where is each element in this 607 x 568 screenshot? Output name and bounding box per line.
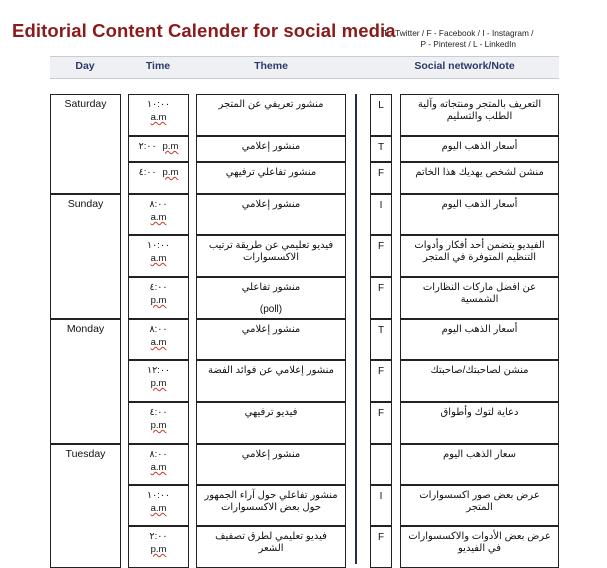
time-cell: [128, 526, 189, 568]
note-cell: سعار الذهب اليوم: [400, 444, 559, 485]
time-cell: [128, 360, 189, 402]
theme-text: فيديو تعليمي لطرق تصفيف الشعر: [215, 531, 327, 554]
time-ampm: p.m: [162, 141, 179, 152]
day-cell: Monday: [50, 319, 121, 444]
theme-text: فيديو ترفيهي: [244, 407, 298, 418]
time-value: ١٠:٠٠: [146, 490, 171, 501]
legend-line-1: T - Twitter / F - Facebook / I - Instagram /: [383, 28, 534, 38]
theme-text: منشور إعلامي: [241, 324, 301, 335]
network-cell: T: [370, 319, 392, 360]
network-cell: F: [370, 277, 392, 319]
note-cell: أسعار الذهب اليوم: [400, 136, 559, 162]
network-cell: L: [370, 94, 392, 136]
theme-cell: [196, 94, 346, 136]
time-value: ١٠:٠٠: [146, 99, 171, 110]
network-cell: F: [370, 526, 392, 568]
network-cell: I: [370, 194, 392, 235]
network-cell: I: [370, 485, 392, 526]
header-network: Social network/Note: [414, 60, 515, 72]
time-value: ٤:٠٠: [149, 407, 168, 418]
note-cell: عرض بعض صور اكسسوارات المتجر: [400, 485, 559, 526]
theme-text: منشور تفاعلي ترفيهي: [225, 167, 317, 178]
column-divider: [355, 94, 357, 564]
network-legend: [383, 28, 558, 50]
note-cell: أسعار الذهب اليوم: [400, 194, 559, 235]
time-cell: [128, 485, 189, 526]
day-cell: Sunday: [50, 194, 121, 319]
time-cell: [128, 94, 189, 136]
time-value: ١٢:٠٠: [146, 365, 171, 376]
network-cell: T: [370, 136, 392, 162]
theme-text: منشور تعريفي عن المتجر: [218, 99, 324, 110]
time-cell: [128, 235, 189, 277]
time-value: ٤:٠٠: [149, 282, 168, 293]
time-value: ١٠:٠٠: [146, 240, 171, 251]
note-cell: عن افضل ماركات النظارات الشمسية: [400, 277, 559, 319]
header-theme: Theme: [254, 60, 288, 72]
theme-cell: [196, 319, 346, 360]
theme-cell: [196, 162, 346, 194]
network-cell: F: [370, 402, 392, 444]
time-cell: [128, 136, 189, 162]
legend-line-2: P - Pinterest / L - LinkedIn: [420, 39, 516, 49]
network-cell: F: [370, 235, 392, 277]
time-ampm: p.m: [150, 544, 167, 555]
time-value: ٢:٠٠: [149, 531, 168, 542]
day-cell: Tuesday: [50, 444, 121, 568]
time-value: ٨:٠٠: [149, 324, 168, 335]
time-ampm: a.m: [150, 253, 167, 264]
page-title: Editorial Content Calender for social media: [12, 20, 396, 41]
time-ampm: a.m: [150, 462, 167, 473]
theme-cell: [196, 526, 346, 568]
day-cell: Saturday: [50, 94, 121, 194]
time-ampm: p.m: [150, 295, 167, 306]
time-value: ٢:٠٠: [138, 141, 157, 152]
theme-cell: [196, 235, 346, 277]
note-cell: أسعار الذهب اليوم: [400, 319, 559, 360]
theme-text: منشور إعلامي عن فوائد الفضة: [207, 365, 335, 376]
note-cell: دعاية لتوك وأطواق: [400, 402, 559, 444]
theme-cell: [196, 485, 346, 526]
theme-text: منشور تفاعلي حول آراء الجمهور حول بعض الاكسسوارات: [204, 490, 338, 513]
theme-cell: [196, 360, 346, 402]
time-ampm: a.m: [150, 212, 167, 223]
time-ampm: a.m: [150, 112, 167, 123]
theme-cell: [196, 194, 346, 235]
time-ampm: p.m: [150, 378, 167, 389]
network-cell: F: [370, 360, 392, 402]
time-value: ٨:٠٠: [149, 449, 168, 460]
time-cell: [128, 162, 189, 194]
network-cell: F: [370, 162, 392, 194]
time-cell: [128, 319, 189, 360]
note-cell: منشن لشخص يهديك هذا الخاتم: [400, 162, 559, 194]
time-value: ٨:٠٠: [149, 199, 168, 210]
theme-text: منشور إعلامي: [241, 449, 301, 460]
time-ampm: a.m: [150, 337, 167, 348]
header-time: Time: [145, 60, 171, 72]
time-ampm: p.m: [162, 167, 179, 178]
theme-cell: [196, 444, 346, 485]
network-cell: [370, 444, 392, 485]
time-cell: [128, 444, 189, 485]
time-cell: [128, 194, 189, 235]
note-cell: عرض بعض الأدوات والاكسسوارات في الفيديو: [400, 526, 559, 568]
theme-cell: [196, 277, 346, 319]
note-cell: التعريف بالمتجر ومنتجاته وآلية الطلب والتسليم: [400, 94, 559, 136]
time-cell: [128, 277, 189, 319]
theme-text: منشور إعلامي: [241, 141, 301, 152]
theme-cell: [196, 402, 346, 444]
time-ampm: p.m: [150, 420, 167, 431]
time-cell: [128, 402, 189, 444]
note-cell: منشن لصاحبتك/صاحبتك: [400, 360, 559, 402]
time-value: ٤:٠٠: [138, 167, 157, 178]
time-ampm: a.m: [150, 503, 167, 514]
header-day: Day: [75, 60, 95, 72]
theme-subtext: (poll): [259, 304, 283, 315]
note-cell: الفيديو يتضمن أحد أفكار وأدوات التنظيم المتوفرة في المتجر: [400, 235, 559, 277]
theme-cell: [196, 136, 346, 162]
theme-text: منشور تفاعلي: [241, 282, 301, 293]
theme-text: فيديو تعليمي عن طريقة ترتيب الاكسسوارات: [208, 240, 334, 263]
theme-text: منشور إعلامي: [241, 199, 301, 210]
